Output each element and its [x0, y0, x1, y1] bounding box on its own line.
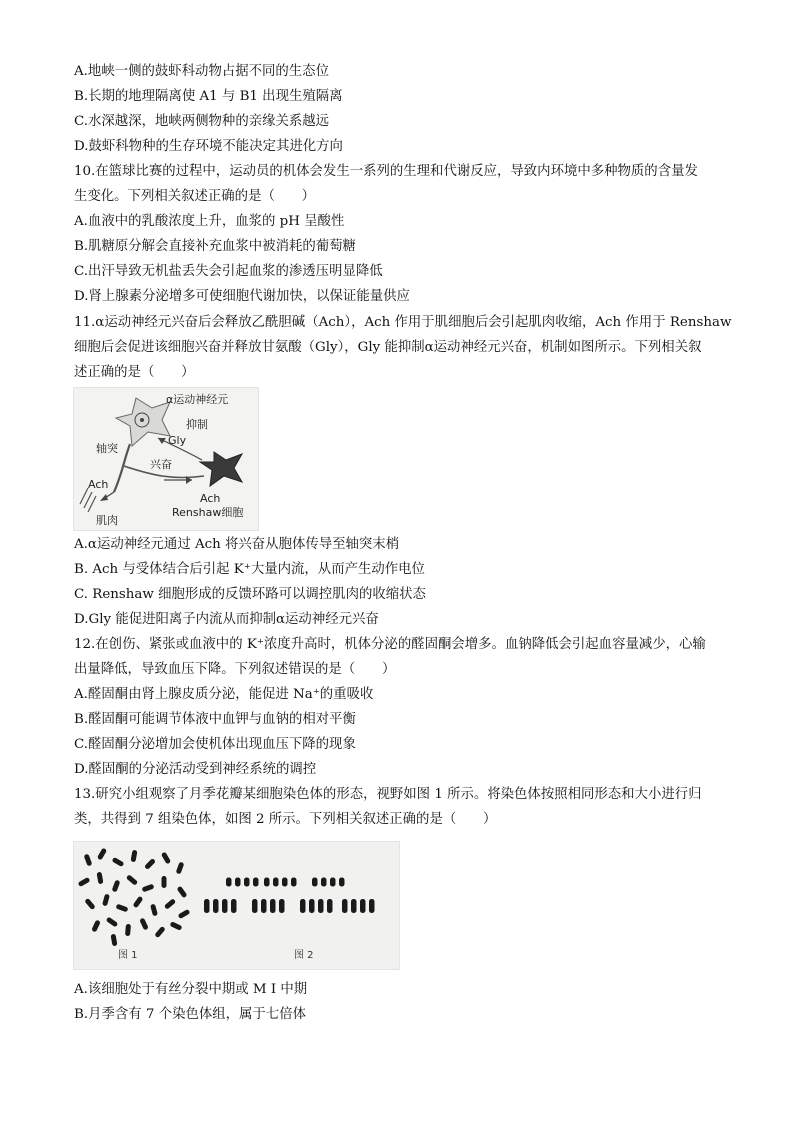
chromosome [112, 880, 121, 893]
q10-stem-line1: 10.在篮球比赛的过程中，运动员的机体会发生一系列的生理和代谢反应，导致内环境中多种物质的含量发 [74, 164, 698, 179]
chromosome [279, 899, 285, 913]
chromosome [110, 934, 117, 947]
chromosome [213, 899, 219, 913]
label-excite: 兴奋 [150, 458, 172, 471]
label-alpha-neuron: α运动神经元 [166, 393, 229, 406]
chromosome [321, 878, 327, 887]
q13-stem-line1: 13.研究小组观察了月季花瓣某细胞染色体的形态，视野如图 1 所示。将染色体按照相同形态和大小进行归 [74, 787, 702, 802]
ach-arrowhead [100, 494, 108, 501]
chromosome [112, 857, 125, 867]
chromosome [312, 878, 318, 887]
chromosome [369, 899, 375, 913]
q12-stem-line2: 出量降低，导致血压下降。下列叙述错误的是（ ） [74, 662, 396, 677]
karyotype-groups [204, 878, 375, 914]
q11-option-d: D.Gly 能促进阳离子内流从而抑制α运动神经元兴奋 [74, 612, 379, 627]
q12-option-d: D.醛固酮的分泌活动受到神经系统的调控 [74, 762, 317, 777]
q9-option-a: A.地峡一侧的鼓虾科动物占据不同的生态位 [74, 64, 329, 79]
figure-2-label: 图 2 [294, 950, 314, 961]
chromosome [261, 899, 267, 913]
q9-option-b: B.长期的地理隔离使 A1 与 B1 出现生殖隔离 [74, 89, 343, 104]
chromosome [116, 904, 129, 913]
chromosome [154, 926, 166, 938]
label-axon: 轴突 [96, 442, 118, 455]
chromosome [253, 878, 259, 887]
chromosome [126, 874, 138, 886]
chromosome-figure [73, 841, 400, 970]
chromosome [342, 899, 348, 913]
label-ach-renshaw: Ach [200, 492, 221, 505]
chromosome [106, 917, 119, 928]
q11-stem-line1: 11.α运动神经元兴奋后会释放乙酰胆碱（Ach），Ach 作用于肌细胞后会引起肌肉收缩，Ach 作用于 Renshaw [74, 315, 732, 330]
label-renshaw: Renshaw细胞 [172, 506, 244, 519]
label-gly: Gly [168, 434, 187, 447]
chromosome [360, 899, 366, 913]
chromosome [84, 898, 96, 910]
chromosome [309, 899, 315, 913]
chromosome [161, 852, 171, 865]
chromosome [318, 899, 324, 913]
chromosome [351, 899, 357, 913]
muscle-fibers [80, 488, 96, 512]
alpha-neuron-nucleolus [140, 418, 144, 422]
chromosome [150, 904, 158, 917]
label-ach-muscle: Ach [88, 478, 109, 491]
q10-option-d: D.肾上腺素分泌增多可使细胞代谢加快，以保证能量供应 [74, 289, 410, 304]
q13-option-a: A.该细胞处于有丝分裂中期或 M Ⅰ 中期 [74, 982, 308, 997]
q11-stem-line3: 述正确的是（ ） [74, 365, 195, 380]
chromosome [125, 924, 131, 936]
renshaw-cell [200, 452, 242, 486]
q12-stem-line1: 12.在创伤、紧张或血液中的 K⁺浓度升高时，机体分泌的醛固酮会增多。血钠降低会引起血容量减少，心输 [74, 637, 706, 652]
chromosome [96, 872, 103, 885]
figure-1-label: 图 1 [118, 950, 138, 961]
chromosome [164, 898, 176, 910]
chromosome [300, 899, 306, 913]
chromosome [330, 878, 336, 887]
neuron-diagram-figure [73, 387, 259, 531]
chromosome [130, 850, 137, 863]
q10-option-c: C.出汗导致无机盐丢失会引起血浆的渗透压明显降低 [74, 264, 383, 279]
chromosome [222, 899, 228, 913]
q10-option-a: A.血液中的乳酸浓度上升，血浆的 pH 呈酸性 [74, 214, 345, 229]
label-inhibit: 抑制 [186, 418, 208, 431]
q10-stem-line2: 生变化。下列相关叙述正确的是（ ） [74, 189, 316, 204]
chromosome [231, 899, 237, 913]
q12-option-c: C.醛固酮分泌增加会使机体出现血压下降的现象 [74, 737, 356, 752]
chromosome [133, 896, 144, 909]
chromosome [252, 899, 258, 913]
chromosome [339, 878, 345, 887]
chromosome [91, 920, 101, 933]
chromosome [282, 878, 288, 887]
chromosome [244, 878, 250, 887]
neuron-diagram [74, 388, 258, 530]
q12-option-a: A.醛固酮由肾上腺皮质分泌，能促进 Na⁺的重吸收 [74, 687, 374, 702]
chromosome [142, 884, 155, 893]
chromosome [102, 894, 110, 907]
q11-stem-line2: 细胞后会促进该细胞兴奋并释放甘氨酸（Gly），Gly 能抑制α运动神经元兴奋，机制如图所示。下列相关叙 [74, 340, 702, 355]
chromosome [264, 878, 270, 887]
q11-option-c: C. Renshaw 细胞形成的反馈环路可以调控肌肉的收缩状态 [74, 587, 426, 602]
chromosome [327, 899, 333, 913]
q13-option-b: B.月季含有 7 个染色体组，属于七倍体 [74, 1007, 306, 1022]
chromosome-spread [78, 848, 191, 947]
chromosome [162, 876, 167, 888]
chromosome [78, 877, 91, 887]
chromosome [97, 848, 107, 861]
chromosome [273, 878, 279, 887]
chromosome [170, 921, 183, 931]
chromosome [178, 909, 191, 919]
chromosome [144, 858, 156, 870]
chromosome [270, 899, 276, 913]
chromosome-diagram [74, 842, 399, 969]
label-muscle: 肌肉 [96, 514, 118, 527]
q9-option-d: D.鼓虾科物种的生存环境不能决定其进化方向 [74, 139, 343, 154]
q11-option-b: B. Ach 与受体结合后引起 K⁺大量内流，从而产生动作电位 [74, 562, 425, 577]
chromosome [226, 878, 232, 887]
chromosome [139, 918, 149, 931]
chromosome [176, 862, 185, 875]
chromosome [204, 899, 210, 913]
q13-stem-line2: 类，共得到 7 组染色体，如图 2 所示。下列相关叙述正确的是（ ） [74, 812, 497, 827]
q10-option-b: B.肌糖原分解会直接补充血浆中被消耗的葡萄糖 [74, 239, 356, 254]
chromosome [84, 854, 93, 867]
chromosome [177, 886, 188, 899]
chromosome [235, 878, 241, 887]
chromosome [291, 878, 297, 887]
q11-option-a: A.α运动神经元通过 Ach 将兴奋从胞体传导至轴突末梢 [74, 537, 400, 552]
q12-option-b: B.醛固酮可能调节体液中血钾与血钠的相对平衡 [74, 712, 356, 727]
q9-option-c: C.水深越深，地峡两侧物种的亲缘关系越远 [74, 114, 330, 129]
